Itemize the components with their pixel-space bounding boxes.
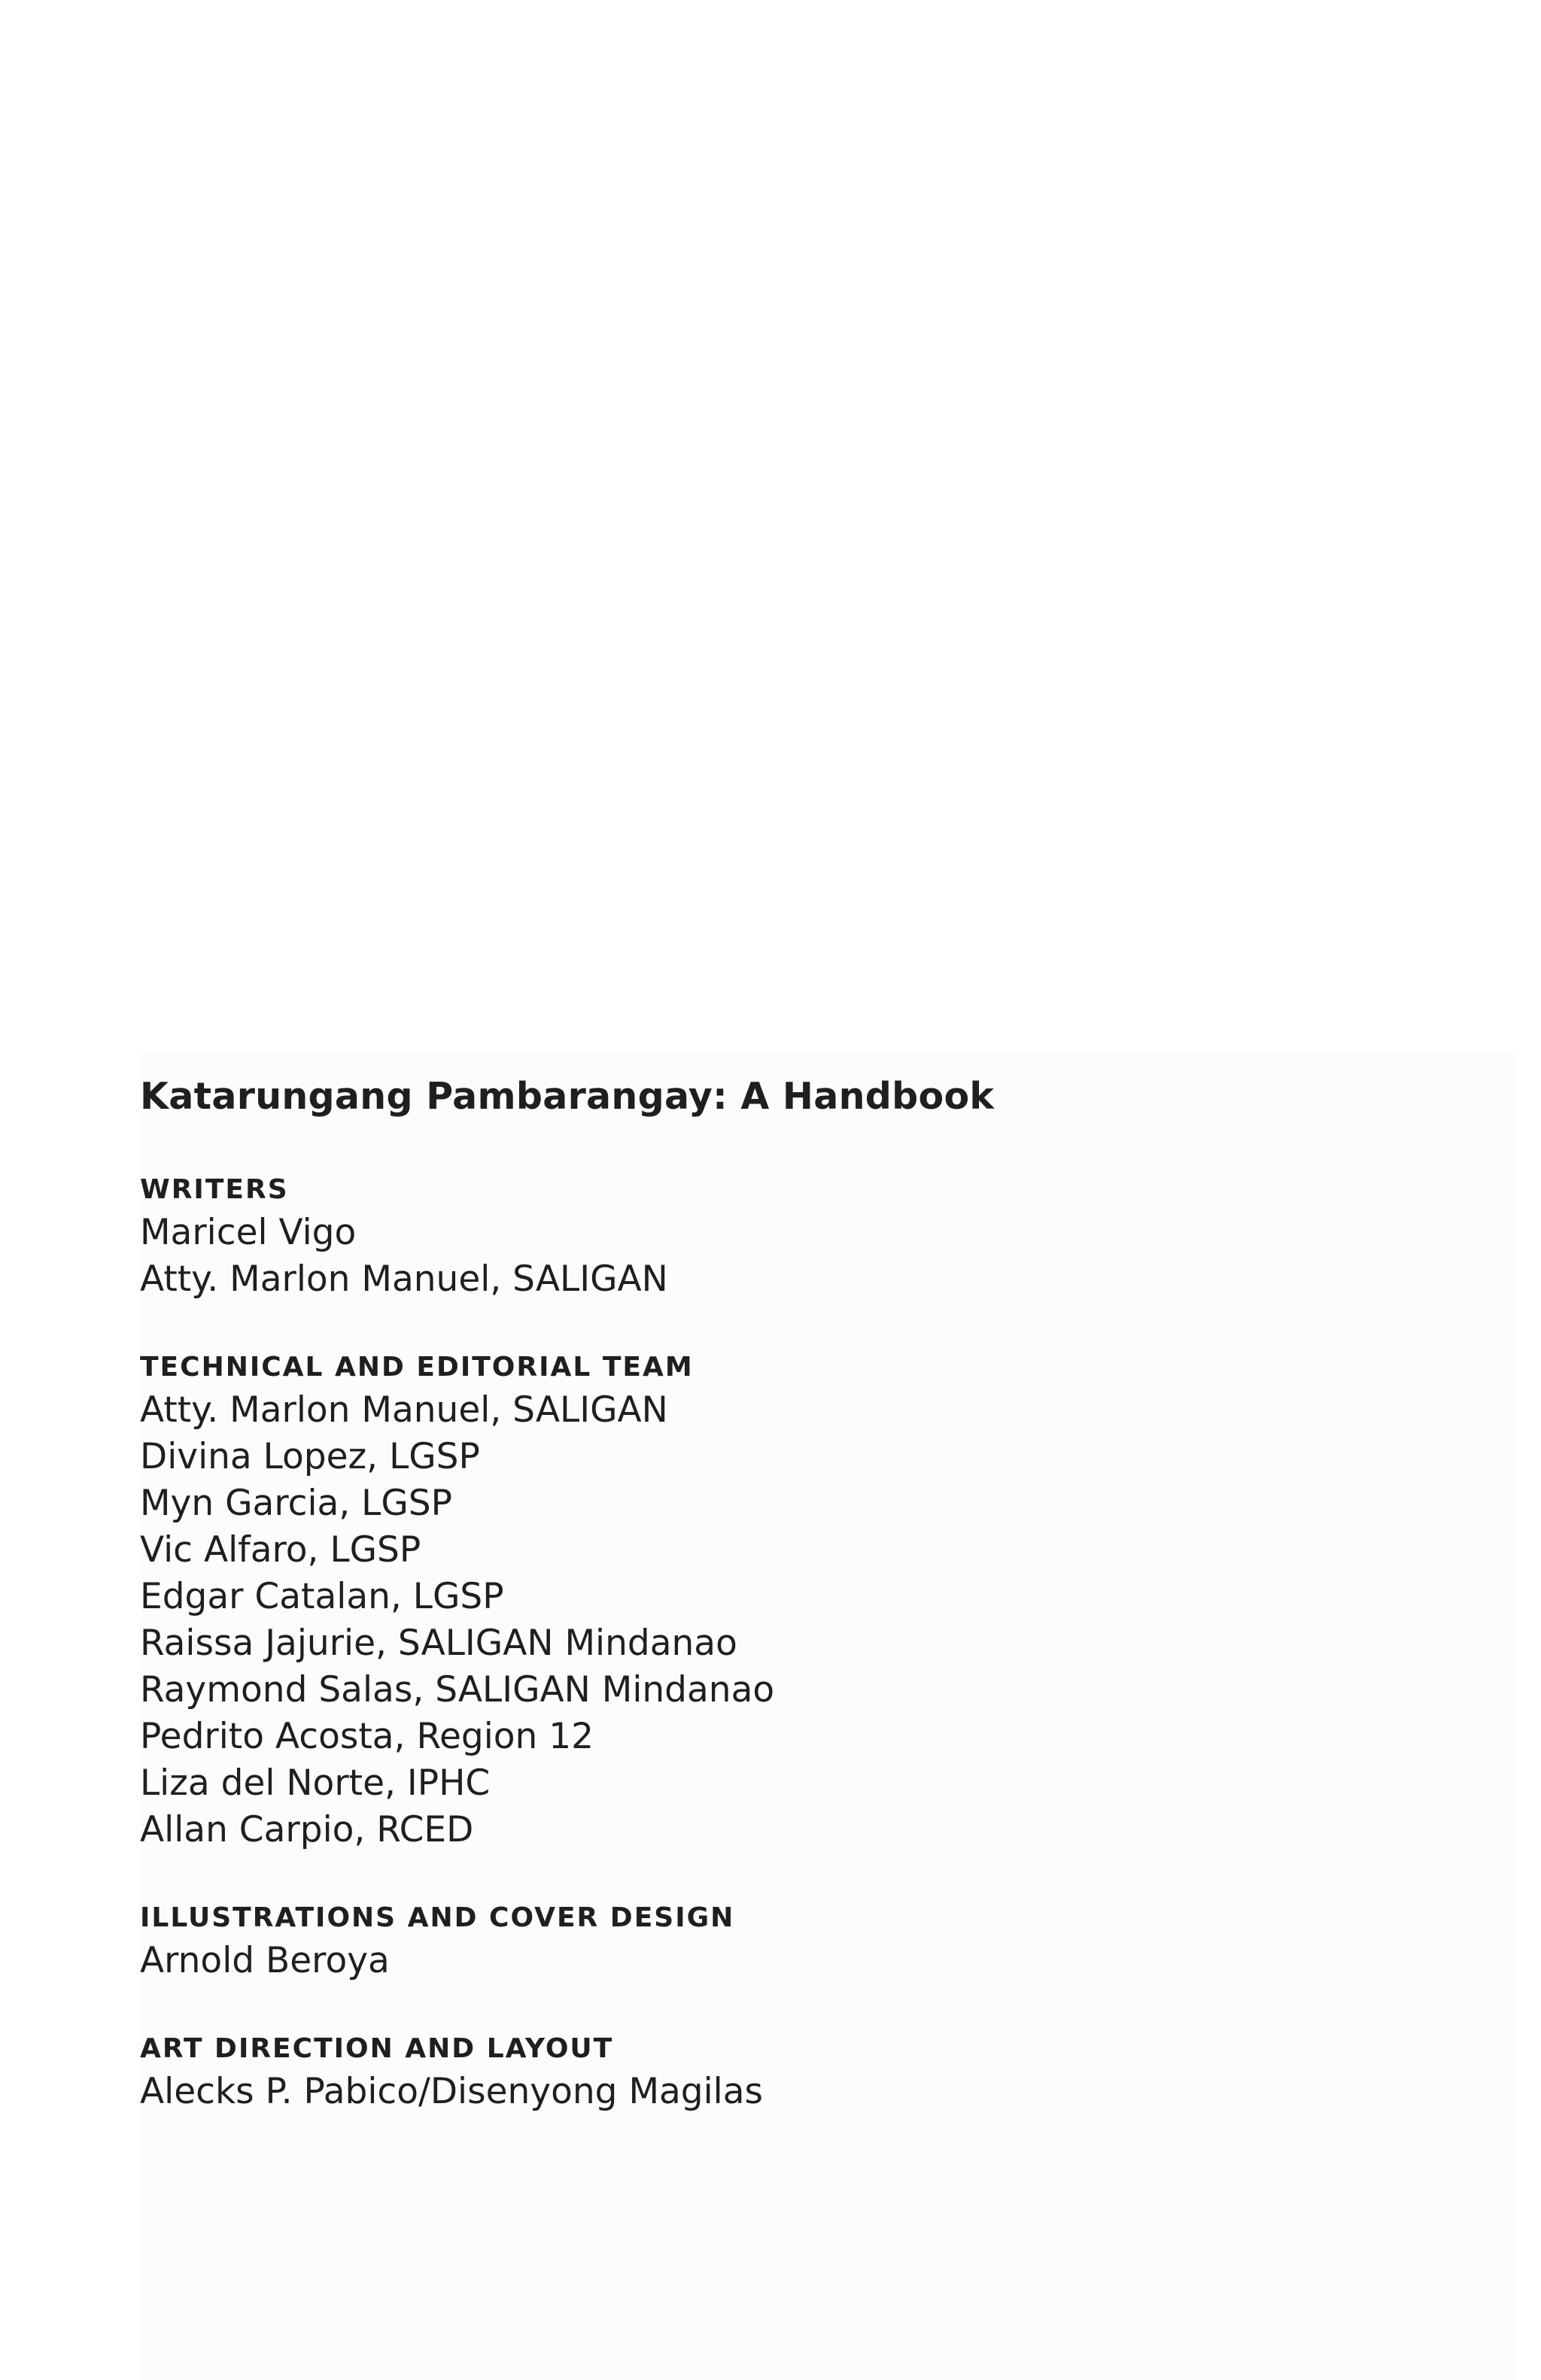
section-heading: WRITERS xyxy=(140,1174,289,1205)
name-list xyxy=(140,1210,1269,1303)
section-technical-editorial-team xyxy=(140,1351,1269,1853)
credit-name: Raissa Jajurie, SALIGAN Mindanao xyxy=(140,1623,737,1664)
credit-name: Raymond Salas, SALIGAN Mindanao xyxy=(140,1669,775,1711)
name-list xyxy=(140,1387,1269,1853)
credit-name: Edgar Catalan, LGSP xyxy=(140,1576,504,1617)
section-heading: ILLUSTRATIONS AND COVER DESIGN xyxy=(140,1902,735,1933)
credit-name: Atty. Marlon Manuel, SALIGAN xyxy=(140,1389,668,1431)
credit-name: Allan Carpio, RCED xyxy=(140,1809,474,1850)
credit-name: Alecks P. Pabico/Disenyong Magilas xyxy=(140,2071,764,2112)
section-art-direction-layout xyxy=(140,2032,1269,2115)
credit-name: Divina Lopez, LGSP xyxy=(140,1436,480,1477)
name-list xyxy=(140,2069,1269,2115)
credit-name: Atty. Marlon Manuel, SALIGAN xyxy=(140,1258,668,1300)
section-heading: TECHNICAL AND EDITORIAL TEAM xyxy=(140,1352,694,1383)
section-heading: ART DIRECTION AND LAYOUT xyxy=(140,2033,614,2064)
name-list xyxy=(140,1938,1269,1984)
book-title: Katarungang Pambarangay: A Handbook xyxy=(140,1075,995,1118)
credit-name: Pedrito Acosta, Region 12 xyxy=(140,1716,594,1757)
credit-name: Vic Alfaro, LGSP xyxy=(140,1529,421,1571)
section-illustrations-cover-design xyxy=(140,1902,1269,1984)
credit-name: Arnold Beroya xyxy=(140,1940,390,1981)
credit-name: Liza del Norte, IPHC xyxy=(140,1762,491,1804)
credit-name: Maricel Vigo xyxy=(140,1212,357,1253)
section-writers xyxy=(140,1173,1269,1303)
credit-name: Myn Garcia, LGSP xyxy=(140,1483,452,1524)
credits-block xyxy=(140,1074,1269,2163)
